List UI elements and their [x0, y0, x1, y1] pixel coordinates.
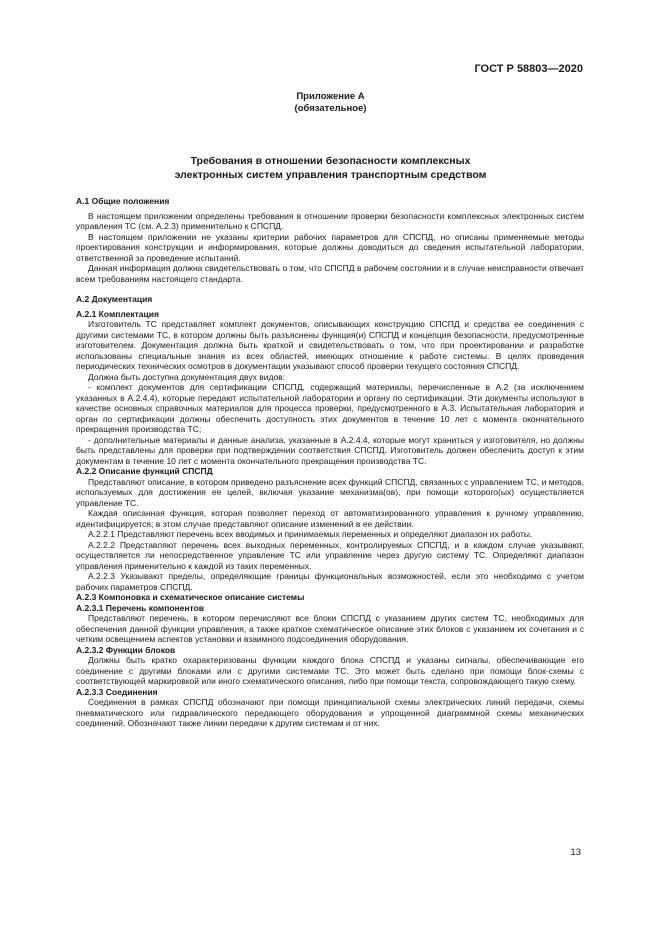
section-heading-a1: А.1 Общие положения	[76, 196, 170, 206]
paragraph: А.2.2.2 Представляют перечень всех выходных переменных, контролируемых СПСПД, и в каждом случае указывают, осуществляется ли непосредственное управление ТС или управление через другую систему ТС. Определяют диапазон управления применительно к каждой из таких переменных.	[76, 539, 584, 571]
paragraph: Должна быть доступна документация двух видов:	[88, 371, 286, 382]
section-heading-a2: А.2 Документация	[76, 294, 153, 304]
section-heading-a23: А.2.3 Компоновка и схематическое описание системы	[76, 592, 305, 602]
paragraph: Должны быть кратко охарактеризованы функции каждого блока СПСПД и указаны сигналы, обеспечивающие его соединение с другими блоками или с другими системами ТС. Это может быть сделано при помощи блок-схемы с соответствующей маркировкой или иного схематического описания, либо при помощи текста, сопровождающего такую схему.	[76, 655, 584, 686]
annex-heading	[0, 91, 661, 115]
list-item: - дополнительные материалы и данные анализа, указанные в А.2.4.4, которые могут храниться у изготовителя, но должны быть представлены для проверки при подтверждении соответствия СПСПД. Изготовитель должен обеспечить доступ к этим документам в течение 10 лет с момента окончательного прекращения производства ТС.	[76, 434, 584, 466]
paragraph: А.2.2.3 Указывают пределы, определяющие границы функциональных возможностей, если это необходимо с учетом рабочих параметров СПСПД.	[76, 571, 584, 592]
section-heading-a21: А.2.1 Комплектация	[76, 308, 159, 319]
paragraph: Представляют описание, в котором приведено разъяснение всех функций СПСПД, связанных с управлением ТС, и методов, используемых для достижения ее целей, включая указание механизма(ов), при помощи которого(ых) осуществляется управление ТС.	[76, 476, 584, 508]
paragraph: Каждая описанная функция, которая позволяет переход от автоматизированного управления к ручному управлению, идентифицируется; в этом случае представляют описание изменений в ее действии.	[76, 508, 584, 529]
section-heading-a232: А.2.3.2 Функции блоков	[76, 644, 176, 655]
annex-title	[0, 154, 661, 182]
section-heading-a22: А.2.2 Описание функций СПСПД	[76, 466, 213, 476]
paragraph: Данная информация должна свидетельствовать о том, что СПСПД в рабочем состоянии и в случае неисправности отвечает всем требованиям настоящего стандарта.	[76, 263, 584, 284]
paragraph: В настоящем приложении не указаны критерии рабочих параметров для СПСПД, но описаны применяемые методы проектирования конструкции и информирования, которые должны доводиться до сведения испытательной лаборатории, ответственной за проведение испытаний.	[76, 231, 584, 263]
document-code: ГОСТ Р 58803—2020	[474, 63, 583, 75]
document-body	[76, 196, 584, 729]
paragraph: А.2.2.1 Представляют перечень всех вводимых и принимаемых переменных и определяют диапазон их работы.	[88, 529, 533, 539]
annex-label: Приложение А	[296, 91, 365, 102]
section-heading-a233: А.2.3.3 Соединения	[76, 686, 158, 697]
list-item: - комплект документов для сертификации СПСПД, содержащий материалы, перечисленные в А.2 (за исключением указанных в А.2.4.4), которые передают испытательной лаборатории и органу по сертификации. Эти документы используют в качестве основных справочных материалов для процесса проверки, предусмотренного в А.3. Испытательная лаборатория и орган по сертификации должны обеспечить доступность этих документов в течение 10 лет с момента окончательного прекращения производства ТС;	[76, 382, 584, 434]
paragraph: Изготовитель ТС представляет комплект документов, описывающих конструкцию СПСПД и средства ее соединения с другими системами ТС, в котором должны быть разъяснены функция(и) СПСПД и концепция безопасности, предусмотренные изготовителем. Документация должна быть краткой и свидетельствовать о том, что при проектировании и разработке использованы специальные знания из всех областей, имеющих отношение к работе системы. В целях проведения периодических технических осмотров в документации указывают способ проверки текущего состояния СПСПД.	[76, 319, 584, 371]
page-number: 13	[570, 847, 581, 858]
paragraph: Соединения в рамках СПСПД обозначают при помощи принципиальной схемы электрических линий передачи, схемы пневматического или гидравлического передающего оборудования и упрощенной диаграммной схемы механических соединений. Обозначают также линии передачи к другим системам и от них.	[76, 697, 584, 728]
annex-status: (обязательное)	[294, 103, 367, 114]
paragraph: В настоящем приложении определены требования в отношении проверки безопасности комплексных электронных систем управления ТС (см. А.2.3) применительно к СПСПД.	[76, 210, 584, 231]
paragraph: Представляют перечень, в котором перечисляют все блоки СПСПД с указанием других систем ТС, необходимых для обеспечения данной функции управления, а также краткое схематическое описание этих блоков с указанием их сочетания и с четким освещением аспектов установки и взаимного подсоединения оборудования.	[76, 613, 584, 644]
annex-title-line-2: электронных систем управления транспортным средством	[174, 169, 487, 181]
annex-title-line-1: Требования в отношении безопасности комплексных	[190, 155, 471, 167]
section-heading-a231: А.2.3.1 Перечень компонентов	[76, 602, 204, 613]
